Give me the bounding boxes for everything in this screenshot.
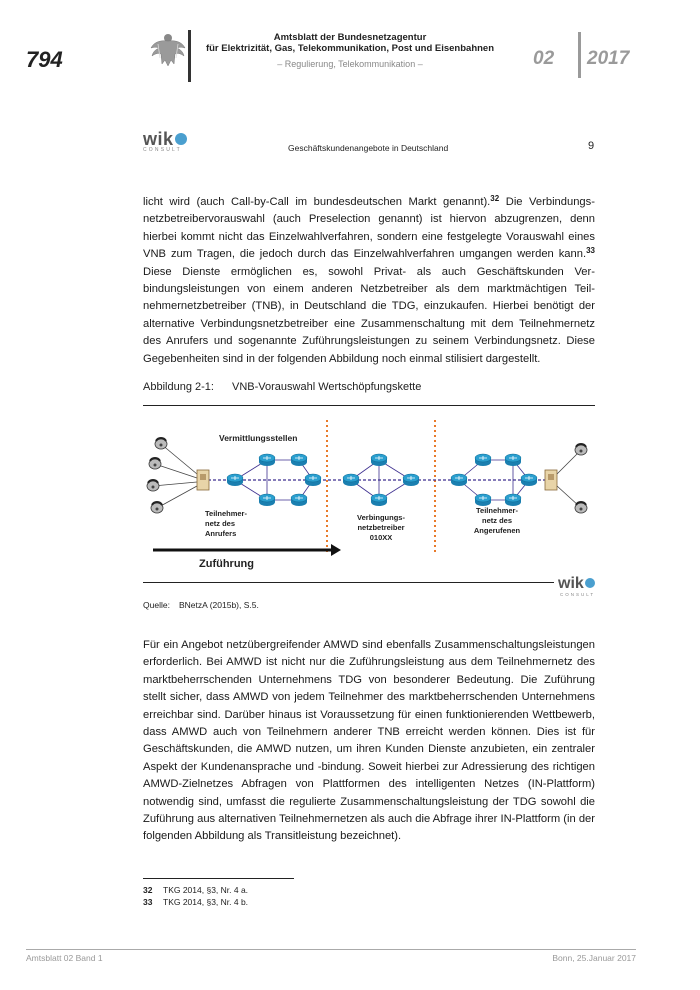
wik-logo: wik <box>143 129 187 150</box>
router-icon <box>475 494 491 506</box>
router-icon <box>505 454 521 466</box>
label-callee-2: netz des <box>481 516 513 525</box>
running-head-title: Geschäftskundenangebote in Deutschland <box>288 143 449 153</box>
router-icon <box>521 474 537 486</box>
figure-top-rule <box>143 405 595 406</box>
footnote-ref-33[interactable]: 33 <box>586 246 595 256</box>
footer-left: Amtsblatt 02 Band 1 <box>26 953 103 963</box>
router-icon <box>305 474 321 486</box>
router-icon <box>259 454 275 466</box>
figure-wik-logo-sub: CONSULT <box>560 592 596 597</box>
figure-bottom-rule <box>143 582 554 583</box>
federal-eagle-icon <box>148 30 188 70</box>
phone-icon <box>575 502 587 513</box>
paragraph-1: licht wird (auch Call-by-Call im bundesdeutschen Markt genannt).$^{32}$ Die Verbindungsnetzbetreibervorauswahl (auch Preselection genannt) ist hiervon abzugrenzen, denn hierbei kommt nicht das Einzelwahlverfahren, sondern eine festgelegte Vorauswahl eines VNB zum Tragen, die jedoch durch das Einzelwahlverfahren umgangen werden kann.$^{33}$ Diese Dienste ermöglichen es, sowohl Privat- als auch Geschäftskunden Verbindungsleistungen von einem anderen Netzbetreiber als dem marktmächtigen Teilnehmernetzbetreiber (TNB), in Deutschland die TDG, einzukaufen. Hierbei benötigt der alternative Verbindungsnetzbetreiber eine Zusammenschaltung mit dem Teilnehmernetz des Anrufers und sogenannte Zuführungsleistungen zu seinem Verbindungsnetz. Diese Gegebenheiten sind in der folgenden Abbildung noch einmal stilisiert dargestellt. <box>143 194 595 365</box>
phone-icon <box>155 438 167 449</box>
header-title-line1: Amtsblatt der Bundesnetzagentur <box>273 32 427 43</box>
source-label: Quelle: <box>143 600 170 610</box>
figure-number: Abbildung 2-1: <box>143 381 214 393</box>
arrow-right-icon <box>331 544 341 556</box>
label-caller-1: Teilnehmer- <box>205 509 247 518</box>
router-icon <box>291 454 307 466</box>
wik-logo-dot-icon <box>175 133 187 145</box>
footnote-33: 33 TKG 2014, §3, Nr. 4 b. <box>143 897 249 907</box>
label-caller-2: netz des <box>205 519 236 528</box>
router-icon <box>291 494 307 506</box>
router-icon <box>451 474 467 486</box>
label-transit-3: 010XX <box>369 533 393 542</box>
header-subtitle: – Regulierung, Telekommunikation – <box>277 59 423 69</box>
source-text: BNetzA (2015b), S.5. <box>179 600 259 610</box>
figure-title: VNB-Vorauswahl Wertschöpfungskette <box>232 381 422 393</box>
label-caller-3: Anrufers <box>205 529 237 538</box>
switch-icon <box>197 470 209 490</box>
header-divider <box>188 30 191 82</box>
issue-number: 02 <box>533 48 555 69</box>
phone-icon <box>149 458 161 469</box>
issue-divider <box>578 32 581 78</box>
header-title-line2: für Elektrizität, Gas, Telekommunikation, Post und Eisenbahnen <box>205 43 495 54</box>
switch-icon <box>545 470 557 490</box>
label-callee-1: Teilnehmer- <box>476 506 518 515</box>
wik-logo-dot-icon <box>585 578 595 588</box>
footnote-ref-32[interactable]: 32 <box>490 194 500 203</box>
label-transit-1: Verbingungs- <box>357 513 405 522</box>
running-head-page: 9 <box>588 140 595 152</box>
page-number: 794 <box>26 47 63 72</box>
phone-icon <box>147 480 159 491</box>
wik-logo-sub: CONSULT <box>143 147 182 153</box>
label-callee-3: Angerufenen <box>473 526 521 535</box>
router-icon <box>475 454 491 466</box>
footnote-rule <box>143 878 294 879</box>
label-switches: Vermittlungsstellen <box>219 433 298 443</box>
router-icon <box>371 454 387 466</box>
router-icon <box>505 494 521 506</box>
figure-wik-logo: wik <box>558 575 595 593</box>
vnb-value-chain-diagram <box>143 412 595 578</box>
footer-right: Bonn, 25.Januar 2017 <box>552 953 636 963</box>
footer-rule <box>26 949 636 950</box>
paragraph-2: Für ein Angebot netzübergreifender AMWD sind ebenfalls Zusammenschaltungsleistungen erforderlich. Bei AMWD ist nicht nur die Zuführungsleistung aus dem Teilnehmernetz des marktbeherrschenden Unternehmens TDG von besonderer Bedeutung. Die Zuführung stellt sicher, dass AMWD von jedem Teilnehmer des marktbeherrschenden Unternehmens erreichbar sind. Darüber hinaus ist Voraussetzung für einen funktionierenden Wettbewerb, dass AMWD auch von Teilnehmern anderer TNB erreicht werden können. Dies ist für Geschäftskunden, die AMWD nutzen, um ihren Kunden Dienste anzubieten, ein zentraler Aspekt der Kundenansprache und -bindung. Soweit hierbei zur Adressierung des richtigen AMWD-Zielnetzes Abfragen von Plattformen des intelligenten Netzes (IN-Plattform) notwendig sind, umfasst die regulierte Zusammenschaltungsleistung der TDG sowohl die Zuführung aus alternativen Teilnehmernetzen als auch die Abfrage ihrer IN-Plattform (in der folgenden Abbildung als Transitleistung bezeichnet). <box>143 639 595 843</box>
footnote-32: 32 TKG 2014, §3, Nr. 4 a. <box>143 885 249 895</box>
phone-icon <box>151 502 163 513</box>
figure-caption <box>143 381 421 393</box>
figure-source <box>143 600 259 610</box>
label-transit-2: netzbetreiber <box>357 523 405 532</box>
phone-icon <box>575 444 587 455</box>
router-icon <box>371 494 387 506</box>
router-icon <box>403 474 419 486</box>
label-arrow: Zuführung <box>199 558 254 570</box>
issue-year: 2017 <box>587 48 630 69</box>
router-icon <box>343 474 359 486</box>
router-icon <box>259 494 275 506</box>
router-icon <box>227 474 243 486</box>
